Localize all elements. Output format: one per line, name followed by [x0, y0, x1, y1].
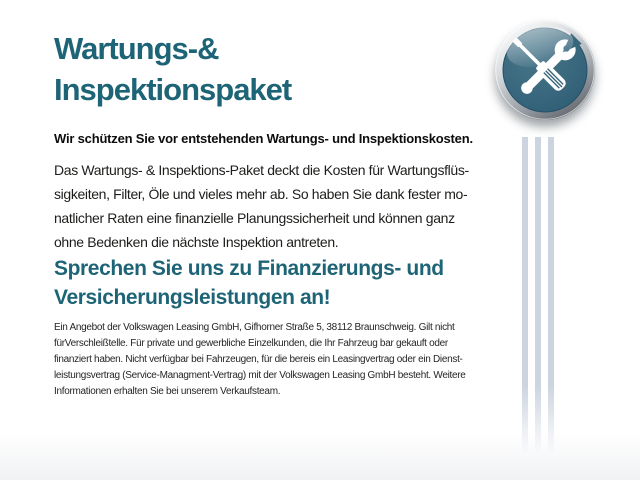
- decorative-stripes: [522, 137, 554, 455]
- page-title: [54, 28, 291, 110]
- body-paragraph: [54, 158, 469, 254]
- cta-line1: Sprechen Sie uns zu Finanzierungs- und: [54, 257, 444, 280]
- cta-heading: [54, 254, 444, 312]
- cta-line2: Versicherungsleistungen an!: [54, 286, 331, 309]
- legal-line: Ein Angebot der Volkswagen Leasing GmbH, Gifhorner Straße 5, 38112 Braunschweig. Gilt nicht: [54, 322, 455, 333]
- legal-line: finanziert haben. Nicht verfügbar bei Fahrzeugen, für die bereis ein Leasingvertrag oder ein Dienst-: [54, 354, 463, 365]
- stripe: [548, 137, 554, 455]
- tools-icon: [493, 18, 597, 122]
- page-title-line2: Inspektionspaket: [54, 72, 292, 107]
- tools-icon-svg: [493, 18, 597, 122]
- legal-line: leistungsvertrag (Service-Managment-Vertrag) mit der Volkswagen Leasing GmbH besteht. Weitere: [54, 370, 466, 381]
- legal-line: Informationen erhalten Sie bei unserem Verkaufsteam.: [54, 386, 281, 397]
- stripe: [535, 137, 541, 455]
- legal-text: [54, 320, 466, 400]
- body-line: natlicher Raten eine finanzielle Planungssicherheit und können ganz: [54, 210, 455, 226]
- body-line: ohne Bedenken die nächste Inspektion antreten.: [54, 234, 339, 250]
- legal-line: fürVerschleißtelle. Für private und gewerbliche Einzelkunden, die Ihr Fahrzeug bar gekauft oder: [54, 338, 448, 349]
- intro-text: Wir schützen Sie vor entstehenden Wartungs- und Inspektionskosten.: [54, 131, 473, 146]
- page-title-line1: Wartungs-&: [54, 31, 219, 66]
- body-line: sigkeiten, Filter, Öle und vieles mehr ab. So haben Sie dank fester mo-: [54, 186, 468, 202]
- body-line: Das Wartungs- & Inspektions-Paket deckt die Kosten für Wartungsflüs-: [54, 162, 469, 178]
- stripe: [522, 137, 528, 455]
